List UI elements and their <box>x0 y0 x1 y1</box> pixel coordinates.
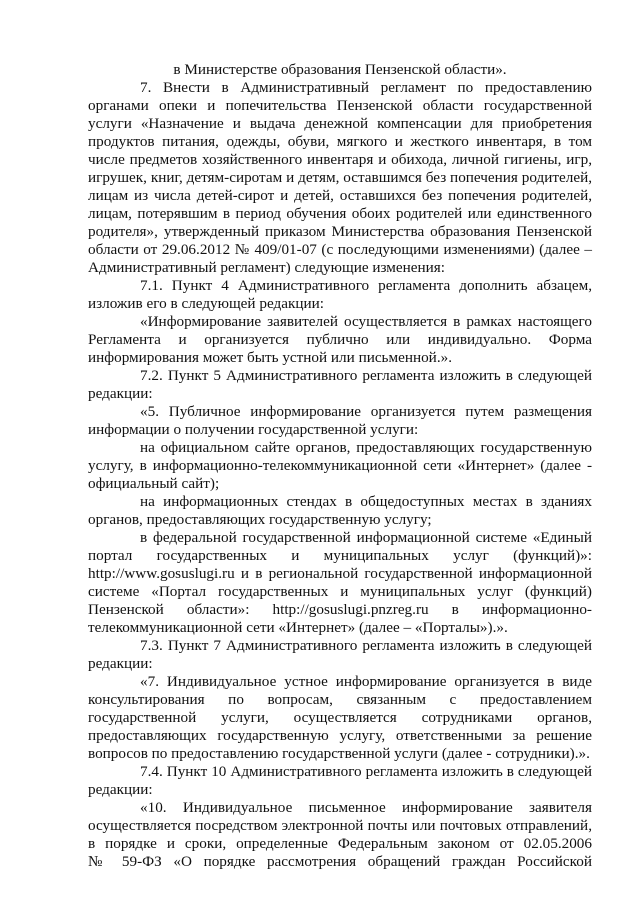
text-line: игрушек, книг, детям-сиротам и детям, оставшимся без попечения родителей, <box>88 169 592 186</box>
paragraph-item-7 <box>88 79 592 277</box>
text-line: осуществляется посредством электронной почты или почтовых отправлений, <box>88 817 592 834</box>
text-line: редакции: <box>88 781 153 798</box>
text-line: продуктов питания, одежды, обуви, мягкого и жесткого инвентаря, в том <box>88 133 592 150</box>
continuation-line: в Министерстве образования Пензенской области». <box>173 61 507 78</box>
text-line: «10. Индивидуальное письменное информирование заявителя <box>140 799 592 816</box>
paragraph-item-7-1 <box>88 277 592 313</box>
paragraph-item-7-3 <box>88 637 592 673</box>
text-line: органов, предоставляющих государственную услугу; <box>88 511 432 528</box>
text-line: органами опеки и попечительства Пензенской области государственной <box>88 97 592 114</box>
text-line: 7.2. Пункт 5 Административного регламента изложить в следующей <box>140 367 592 384</box>
text-line: № 59-ФЗ «О порядке рассмотрения обращений граждан Российской <box>88 853 592 870</box>
text-line: официальный сайт); <box>88 475 220 492</box>
text-line: «7. Индивидуальное устное информирование организуется в виде <box>140 673 592 690</box>
text-line: «5. Публичное информирование организуется путем размещения <box>140 403 592 420</box>
text-line: редакции: <box>88 385 153 402</box>
text-line: консультирования по вопросам, связанным с предоставлением <box>88 691 592 708</box>
text-line: информирования может быть устной или письменной.». <box>88 349 453 366</box>
paragraph-quote-7 <box>88 673 592 763</box>
text-line: на информационных стендах в общедоступных местах в зданиях <box>140 493 592 510</box>
paragraph-item-7-4 <box>88 763 592 799</box>
text-line: лицам, потерявшим в период обучения обоих родителей или единственного <box>88 205 592 222</box>
paragraph-quote-10 <box>88 799 592 871</box>
text-line: системе «Портал государственных и муниципальных услуг (функций) <box>88 583 592 600</box>
paragraph-portals <box>88 529 592 637</box>
paragraph-info-stands <box>88 493 592 529</box>
text-line: государственной услуги, осуществляется сотрудниками органов, <box>88 709 592 726</box>
text-line: 7.4. Пункт 10 Административного регламента изложить в следующей <box>140 763 592 780</box>
text-line: родителя», утвержденный приказом Министерства образования Пензенской <box>88 223 592 240</box>
text-line: 7. Внести в Административный регламент по предоставлению <box>140 79 592 96</box>
text-line: портал государственных и муниципальных услуг (функций)»: <box>88 547 592 564</box>
text-line: Административный регламент) следующие изменения: <box>88 259 445 276</box>
text-line: области от 29.06.2012 № 409/01-07 (с последующими изменениями) (далее – <box>88 241 592 258</box>
text-line: услуги «Назначение и выдача денежной компенсации для приобретения <box>88 115 592 132</box>
paragraph-quote-informing <box>88 313 592 367</box>
text-line: в федеральной государственной информационной системе «Единый <box>140 529 592 546</box>
text-line: услугу, в информационно-телекоммуникационной сети «Интернет» (далее - <box>88 457 592 474</box>
text-line: предоставляющих государственную услугу, ответственными за решение <box>88 727 592 744</box>
paragraph-quote-5 <box>88 403 592 439</box>
text-line: 7.3. Пункт 7 Административного регламента изложить в следующей <box>140 637 592 654</box>
text-line: в порядке и сроки, определенные Федеральным законом от 02.05.2006 <box>88 835 592 852</box>
text-line: «Информирование заявителей осуществляется в рамках настоящего <box>140 313 592 330</box>
text-line: http://www.gosuslugi.ru и в региональной государственной информационной <box>88 565 592 582</box>
text-line: на официальном сайте органов, предоставляющих государственную <box>140 439 592 456</box>
text-line: лицам из числа детей-сирот и детей, оставшихся без попечения родителей, <box>88 187 592 204</box>
text-line: Регламента и организуется публично или индивидуально. Форма <box>88 331 592 348</box>
text-line: информации о получении государственной услуги: <box>88 421 419 438</box>
paragraph-official-site <box>88 439 592 493</box>
text-line: вопросов по предоставлению государственной услуги (далее - сотрудники).». <box>88 745 590 762</box>
text-line: Пензенской области»: http://gosuslugi.pnzreg.ru в информационно- <box>88 601 592 618</box>
paragraph-item-7-2 <box>88 367 592 403</box>
text-line: 7.1. Пункт 4 Административного регламента дополнить абзацем, <box>140 277 592 294</box>
text-line: телекоммуникационной сети «Интернет» (далее – «Порталы»).». <box>88 619 508 636</box>
document-body <box>88 61 592 871</box>
text-line: числе предметов хозяйственного инвентаря и обихода, личной гигиены, игр, <box>88 151 592 168</box>
text-line: редакции: <box>88 655 153 672</box>
text-line: изложив его в следующей редакции: <box>88 295 324 312</box>
